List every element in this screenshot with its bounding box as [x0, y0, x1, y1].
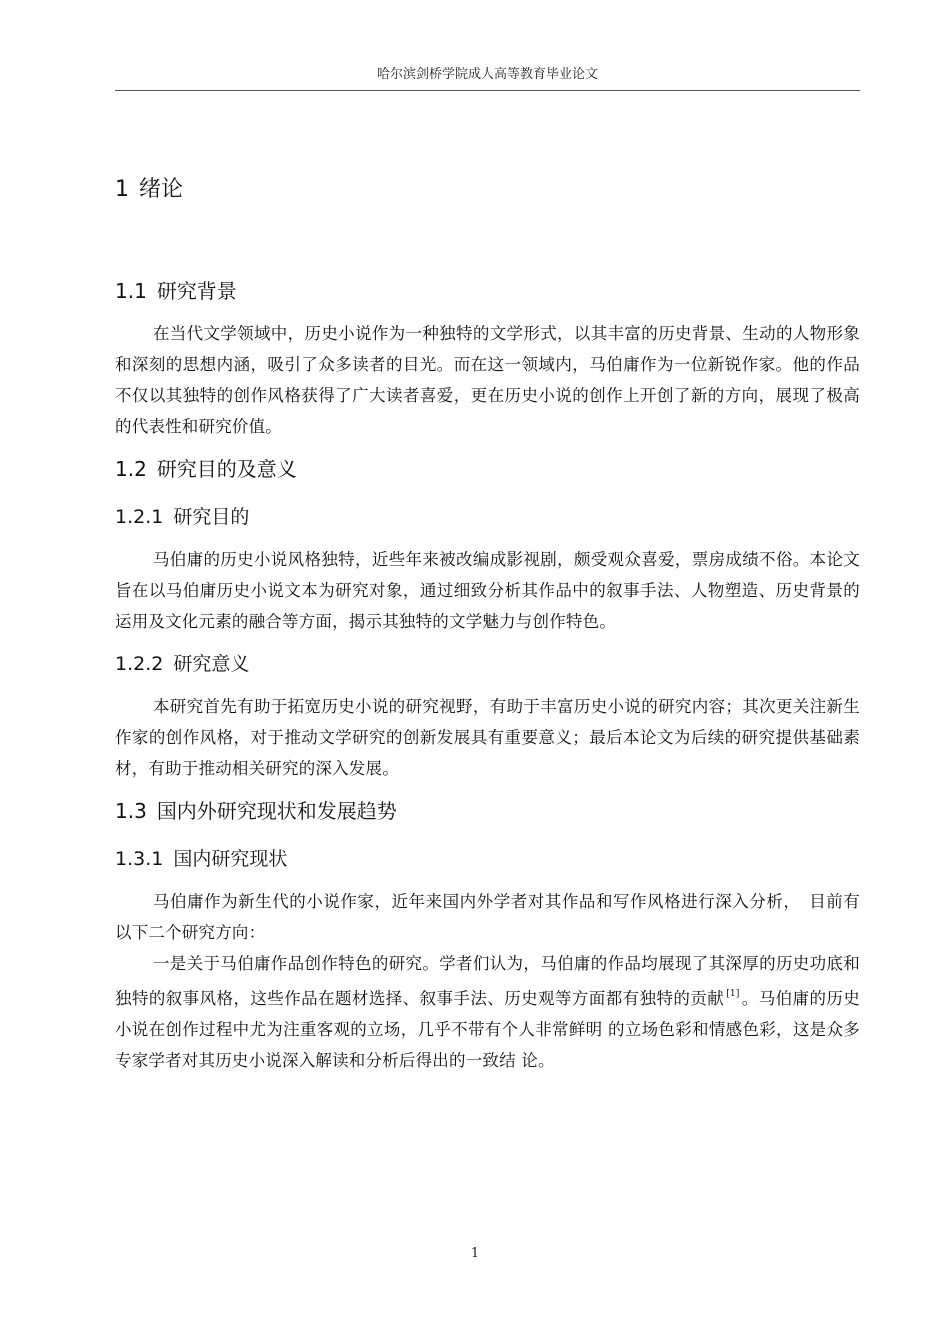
paragraph-domestic-research-intro: 马伯庸作为新生代的小说作家，近年来国内外学者对其作品和写作风格进行深入分析， 目前有以下二个研究方向：	[115, 892, 860, 942]
page-content	[115, 168, 860, 1076]
paragraph-research-purpose: 马伯庸的历史小说风格独特，近些年来被改编成影视剧，颇受观众喜爱，票房成绩不俗。本论文旨在以马伯庸历史小说文本为研究对象，通过细致分析其作品中的叙事手法、人物塑造、历史背景的运用及文化元素的融合等方面，揭示其独特的文学魅力与创作特色。	[115, 550, 860, 631]
section-number: 1.2	[115, 457, 147, 481]
section-title: 研究目的及意义	[156, 457, 297, 481]
subsection-title: 国内研究现状	[173, 848, 288, 870]
section-number: 1.1	[115, 279, 147, 303]
section-title: 国内外研究现状和发展趋势	[156, 799, 397, 823]
citation-marker: [1]	[726, 989, 740, 999]
section-heading-1-1	[115, 274, 860, 308]
section-number: 1.3	[115, 799, 147, 823]
section-heading-1-3	[115, 794, 860, 828]
paragraph-domestic-research-direction-one	[115, 948, 860, 1076]
chapter-number: 1	[115, 177, 129, 202]
chapter-heading	[115, 168, 860, 212]
paragraph-research-significance: 本研究首先有助于拓宽历史小说的研究视野，有助于丰富历史小说的研究内容；其次更关注新生作家的创作风格，对于推动文学研究的创新发展具有重要意义；最后本论文为后续的研究提供基础素材，有助于推动相关研究的深入发展。	[115, 697, 860, 778]
running-header: 哈尔滨剑桥学院成人高等教育毕业论文	[115, 62, 860, 91]
section-title: 研究背景	[156, 279, 237, 303]
subsection-heading-1-2-1	[115, 500, 860, 534]
paragraph-text-part2: 。马伯庸的历史小说在创作过程中尤为注重客观的立场，几乎不带有个人非常鲜明 的立场色彩和情感色彩，这是众多专家学者对其历史小说深入解读和分析后得出的一致结 论。	[115, 989, 860, 1070]
subsection-number: 1.2.1	[115, 506, 164, 528]
subsection-title: 研究意义	[173, 653, 250, 675]
page-number: 1	[470, 1246, 480, 1261]
paragraph-research-background: 在当代文学领域中，历史小说作为一种独特的文学形式，以其丰富的历史背景、生动的人物形象和深刻的思想内涵，吸引了众多读者的目光。而在这一领域内，马伯庸作为一位新锐作家。他的作品不仅以其独特的创作风格获得了广大读者喜爱，更在历史小说的创作上开创了新的方向，展现了极高的代表性和研究价值。	[115, 324, 860, 436]
paragraph-text-part1: 一是关于马伯庸作品创作特色的研究。学者们认为，马伯庸的作品均展现了其深厚的历史功底和独特的叙事风格，这些作品在题材选择、叙事手法、历史观等方面都有独特的贡献	[115, 954, 860, 1008]
subsection-heading-1-2-2	[115, 647, 860, 681]
chapter-title: 绪论	[139, 177, 184, 202]
subsection-heading-1-3-1	[115, 842, 860, 876]
subsection-title: 研究目的	[173, 506, 250, 528]
subsection-number: 1.2.2	[115, 653, 164, 675]
section-heading-1-2	[115, 452, 860, 486]
subsection-number: 1.3.1	[115, 848, 164, 870]
